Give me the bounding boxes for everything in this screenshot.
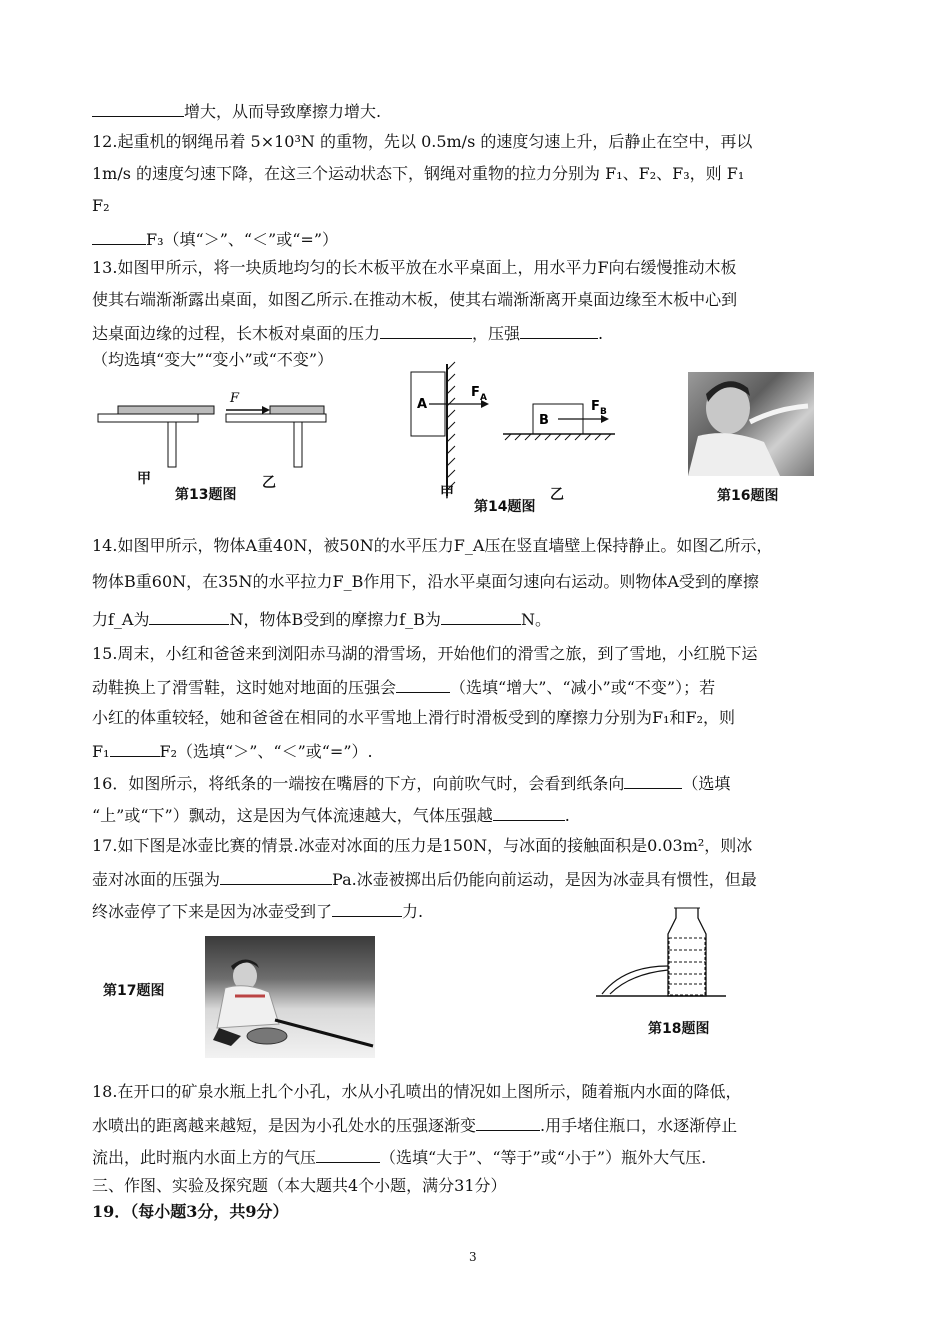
- figure-13: [96, 380, 326, 490]
- figure-18: [594, 904, 744, 1004]
- q15-line-3: 小红的体重较轻，她和爸爸在相同的水平雪地上滑行时滑板受到的摩擦力分别为F₁和F₂，则: [92, 708, 736, 727]
- label-jia: 甲: [137, 471, 151, 487]
- q14-line-2: 物体B重60N，在35N的水平拉力F_B作用下，沿水平桌面匀速向右运动。则物体A受到的摩擦: [92, 572, 759, 591]
- q12-line-4: F₃（填“＞”、“＜”或“=”）: [92, 228, 338, 250]
- q13-line-4: （均选填“变大”“变小”或“不变”）: [92, 350, 334, 369]
- svg-text:F: F: [591, 399, 600, 414]
- q17-line-1: 17.如下图是冰壶比赛的情景.冰壶对冰面的压力是150N，与冰面的接触面积是0.03m²，则冰: [92, 836, 753, 855]
- q12-line-1: 12.起重机的钢绳吊着 5×10³N 的重物，先以 0.5m/s 的速度匀速上升，后静止在空中，再以: [92, 132, 753, 151]
- label-yi: 乙: [262, 475, 276, 491]
- table-leg: [168, 422, 176, 467]
- answer-blank[interactable]: [149, 608, 229, 625]
- svg-text:F: F: [471, 385, 480, 400]
- figure-16-photo: [688, 372, 814, 476]
- q19-heading: 19．（每小题3分，共9分）: [92, 1202, 289, 1221]
- q18-line-2: 水喷出的距离越来越短，是因为小孔处水的压强逐渐变 .用手堵住瓶口，水逐渐停止: [92, 1116, 738, 1135]
- answer-blank[interactable]: [316, 1146, 380, 1163]
- caption-fig14: 第14题图: [474, 499, 536, 515]
- caption-fig13: 第13题图: [175, 487, 237, 503]
- figure-17-photo: [205, 936, 375, 1058]
- q14-line-1: 14.如图甲所示，物体A重40N，被50N的水平压力F_A压在竖直墙壁上保持静止。如图乙所示，: [92, 536, 773, 555]
- q14-line-3: 力f_A为 N，物体B受到的摩擦力f_B为 N。: [92, 610, 551, 629]
- svg-text:A: A: [480, 393, 487, 403]
- label-a: A: [417, 397, 428, 412]
- answer-blank[interactable]: [220, 868, 332, 885]
- answer-blank[interactable]: [493, 804, 565, 821]
- caption-fig17: 第17题图: [103, 983, 165, 999]
- answer-blank[interactable]: [396, 676, 450, 693]
- water-jet: [602, 966, 668, 994]
- label-yi-14: 乙: [550, 487, 564, 503]
- section-3-heading: 三、作图、实验及探究题（本大题共4个小题，满分31分）: [92, 1176, 507, 1195]
- q18-line-3: 流出，此时瓶内水面上方的气压 （选填“大于”、“等于”或“小于”）瓶外大气压.: [92, 1148, 707, 1167]
- table-top: [98, 414, 198, 422]
- answer-blank[interactable]: [441, 608, 521, 625]
- q15-line-2: 动鞋换上了滑雪鞋，这时她对地面的压强会 （选填“增大”、“减小”或“不变”）；若: [92, 678, 716, 697]
- answer-blank[interactable]: [110, 740, 160, 757]
- q11-end-line: 增大，从而导致摩擦力增大.: [92, 100, 381, 122]
- svg-text:B: B: [600, 407, 607, 417]
- q13-line-2: 使其右端渐渐露出桌面，如图乙所示.在推动木板，使其右端渐渐离开桌面边缘至木板中心到: [92, 290, 738, 309]
- q16-line-2: “上”或“下”）飘动，这是因为气体流速越大，气体压强越 .: [92, 806, 570, 825]
- q12-line-3: F₂: [92, 196, 110, 215]
- figure-14: [405, 360, 620, 500]
- answer-blank[interactable]: [520, 322, 598, 339]
- answer-blank[interactable]: [380, 322, 472, 339]
- q12-line-2: 1m/s 的速度匀速下降，在这三个运动状态下，钢绳对重物的拉力分别为 F₁、F₂、F₃，则 F₁: [92, 164, 745, 183]
- q13-line-1: 13.如图甲所示，将一块质地均匀的长木板平放在水平桌面上，用水平力F向右缓慢推动木板: [92, 258, 737, 277]
- answer-blank[interactable]: [332, 900, 402, 917]
- q13-line-3: 达桌面边缘的过程，长木板对桌面的压力 ，压强 .: [92, 324, 604, 343]
- q17-line-2: 壶对冰面的压强为 Pa.冰壶被掷出后仍能向前运动，是因为冰壶具有惯性，但最: [92, 870, 757, 889]
- answer-blank[interactable]: [92, 100, 184, 117]
- q16-line-1: 16．如图所示，将纸条的一端按在嘴唇的下方，向前吹气时，会看到纸条向 （选填: [92, 774, 731, 793]
- answer-blank[interactable]: [476, 1114, 540, 1131]
- q15-line-4: F₁ F₂（选填“＞”、“＜”或“=”）.: [92, 742, 373, 761]
- caption-fig16: 第16题图: [717, 488, 779, 504]
- q15-line-1: 15.周末，小红和爸爸来到浏阳赤马湖的滑雪场，开始他们的滑雪之旅，到了雪地，小红脱下运: [92, 644, 758, 663]
- force-label: F: [230, 391, 240, 406]
- label-b: B: [539, 413, 549, 428]
- page-number: 3: [469, 1250, 477, 1264]
- answer-blank[interactable]: [92, 228, 146, 245]
- label-jia-14: 甲: [440, 485, 454, 501]
- q17-line-3: 终冰壶停了下来是因为冰壶受到了 力.: [92, 902, 424, 921]
- caption-fig18: 第18题图: [648, 1021, 710, 1037]
- board: [118, 406, 214, 414]
- q18-line-1: 18.在开口的矿泉水瓶上扎个小孔，水从小孔喷出的情况如上图所示，随着瓶内水面的降低，: [92, 1082, 742, 1101]
- answer-blank[interactable]: [624, 772, 682, 789]
